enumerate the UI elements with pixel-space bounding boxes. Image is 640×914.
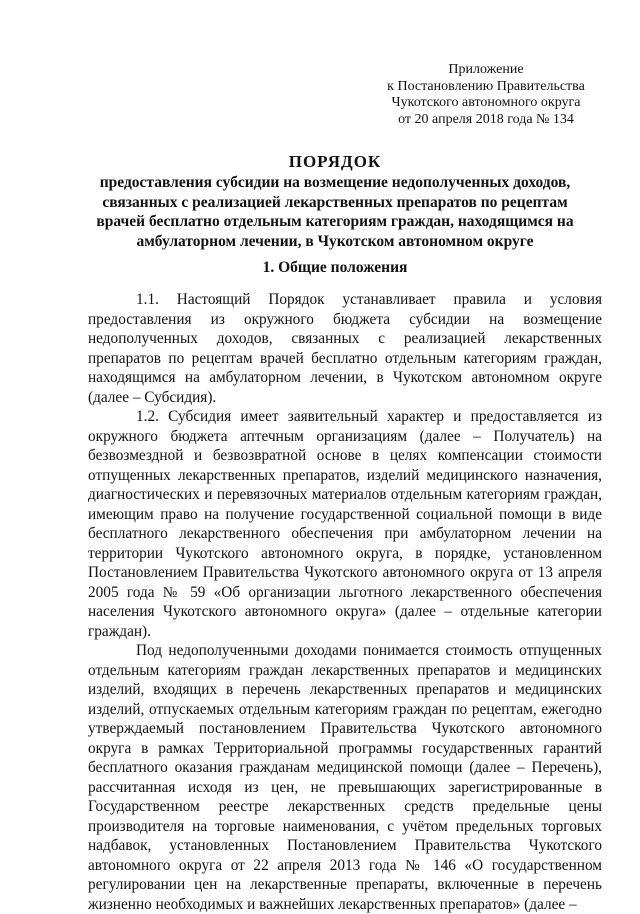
document-subtitle: предоставления субсидии на возмещение недополученных доходов, связанных с реализацией лекарственных препаратов по рецептам врачей бесплатно отдельным категориям граждан, находящимся на амбулаторном лечении, в Чукотском автономном округе	[96, 174, 574, 250]
appendix-line: от 20 апреля 2018 года № 134	[398, 111, 574, 127]
document-body	[88, 290, 602, 914]
appendix-note	[380, 62, 592, 128]
paragraph-1-1: 1.1. Настоящий Порядок устанавливает правила и условия предоставления из окружного бюджета субсидии на возмещение недополученных доходов, связанных с реализацией лекарственных препаратов по рецептам врачей бесплатно отдельным категориям граждан, находящимся на амбулаторном лечении, в Чукотском автономном округе (далее – Субсидия).	[88, 291, 602, 406]
appendix-line: к Постановлению Правительства	[387, 78, 585, 94]
paragraph-lost-income: Под недополученными доходами понимается стоимость отпущенных отдельным категориям граждан лекарственных препаратов и медицинских изделий, входящих в перечень лекарственных препаратов и медицинских изделий, отпускаемых отдельным категориям граждан по рецептам, ежегодно утверждаемый постановлением Правительства Чукотского автономного округа в рамках Территориальной программы государственных гарантий бесплатного оказания гражданам медицинской помощи (далее – Перечень), рассчитанная исходя из цен, не превышающих зарегистрированные в Государственном реестре лекарственных средств предельные цены производителя на торговые наименования, с учётом предельных торговых надбавок, установленных Постановлением Правительства Чукотского автономного округа от 22 апреля 2013 года № 146 «О государственном регулировании цен на лекарственные препараты, включенные в перечень жизненно необходимых и важнейших лекарственных препаратов» (далее –	[88, 642, 602, 913]
appendix-line: Приложение	[448, 62, 524, 77]
section-heading: 1. Общие положения	[262, 259, 408, 276]
paragraph-1-2: 1.2. Субсидия имеет заявительный характер и предоставляется из окружного бюджета аптечным организациям (далее – Получатель) на безвозмездной и безвозвратной основе в целях компенсации стоимости отпущенных лекарственных препаратов, изделий медицинского назначения, диагностических и перевязочных материалов отдельным категориям граждан, имеющим право на получение государственной социальной помощи в виде бесплатного лекарственного обеспечения при амбулаторном лечении на территории Чукотского автономного округа, в порядке, установленном Постановлением Правительства Чукотского автономного округа от 13 апреля 2005 года № 59 «Об организации льготного лекарственного обеспечения населения Чукотского автономного округа» (далее – отдельные категории граждан).	[88, 408, 602, 640]
title-block	[80, 152, 590, 251]
appendix-line: Чукотского автономного округа	[391, 95, 581, 110]
document-title: ПОРЯДОК	[288, 152, 382, 171]
